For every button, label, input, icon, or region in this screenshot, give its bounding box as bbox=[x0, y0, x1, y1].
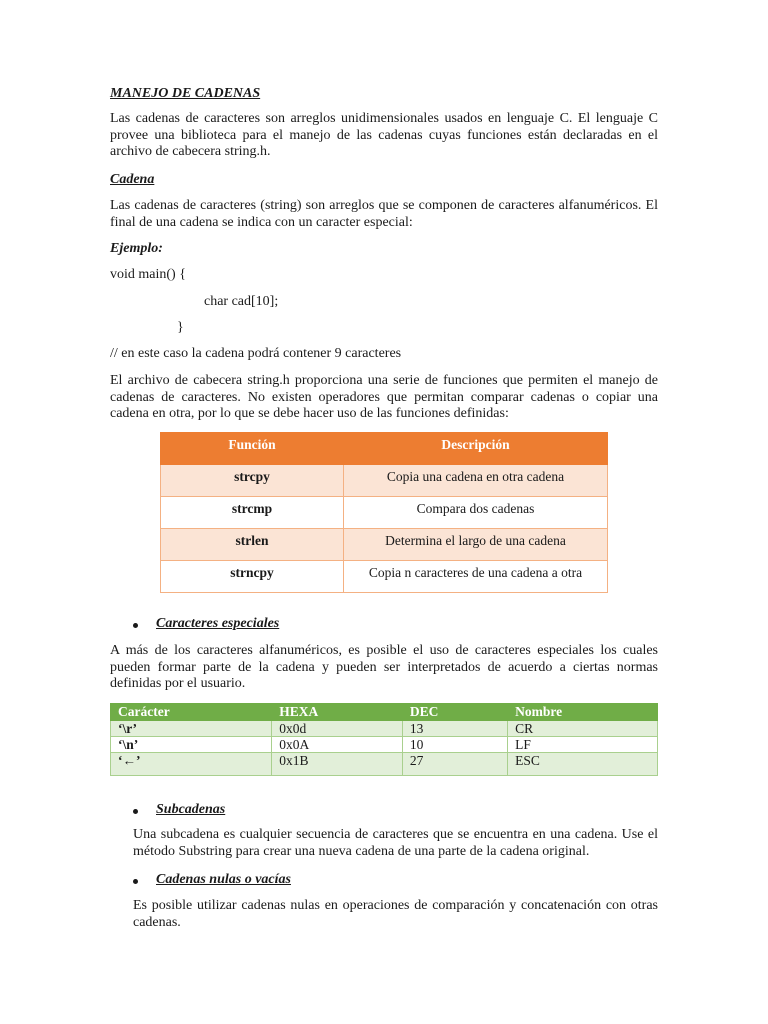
dec-cell: 10 bbox=[402, 737, 507, 753]
function-description: Compara dos cadenas bbox=[344, 497, 608, 529]
char-cell: ‘\r’ bbox=[111, 721, 272, 737]
page-title: MANEJO DE CADENAS bbox=[110, 86, 261, 101]
nulas-heading: Cadenas nulas o vacías bbox=[156, 872, 291, 887]
function-name: strlen bbox=[161, 529, 344, 561]
name-cell: LF bbox=[508, 737, 658, 753]
code-comment: // en este caso la cadena podrá contener 9 caracteres bbox=[110, 346, 402, 361]
function-description: Determina el largo de una cadena bbox=[344, 529, 608, 561]
functions-table bbox=[160, 432, 608, 593]
function-description: Copia una cadena en otra cadena bbox=[344, 465, 608, 497]
function-description: Copia n caracteres de una cadena a otra bbox=[344, 561, 608, 593]
cadena-heading: Cadena bbox=[110, 172, 155, 187]
code-line-1: void main() { bbox=[110, 267, 186, 282]
table-row bbox=[111, 721, 658, 737]
code-line-2: char cad[10]; bbox=[204, 294, 279, 309]
subcadenas-paragraph: Una subcadena es cualquier secuencia de caracteres que se encuentra en una cadena. Use el método Substring para crear una nueva cadena de una parte de la cadena original. bbox=[133, 827, 658, 859]
char-cell: ‘←’ bbox=[111, 753, 272, 776]
hex-cell: 0x0d bbox=[272, 721, 403, 737]
bullet-dot bbox=[133, 623, 138, 628]
chars-header-hex: HEXA bbox=[272, 704, 403, 721]
intro-paragraph: Las cadenas de caracteres son arreglos unidimensionales usados en lenguaje C. El lenguaje C provee una biblioteca para el manejo de las cadenas cuyas funciones están declaradas en el archivo de cabecera string.h. bbox=[110, 111, 658, 159]
chars-header-name: Nombre bbox=[508, 704, 658, 721]
char-cell: ‘\n’ bbox=[111, 737, 272, 753]
especiales-paragraph: A más de los caracteres alfanuméricos, es posible el uso de caracteres especiales los cuales pueden formar parte de la cadena y pueden ser interpretados de acuerdo a ciertas normas definidas por el usuario. bbox=[110, 643, 658, 691]
string-h-paragraph: El archivo de cabecera string.h proporciona una serie de funciones que permiten el manejo de cadenas de caracteres. No existen operadores que permitan comparar cadenas o copiar una cadena en otra, por lo que se debe hacer uso de las funciones definidas: bbox=[110, 373, 658, 421]
especiales-heading: Caracteres especiales bbox=[156, 616, 280, 631]
special-chars-table bbox=[110, 703, 658, 776]
hex-cell: 0x0A bbox=[272, 737, 403, 753]
table-row bbox=[161, 465, 608, 497]
subcadenas-heading: Subcadenas bbox=[156, 802, 226, 817]
name-cell: ESC bbox=[508, 753, 658, 776]
dec-cell: 27 bbox=[402, 753, 507, 776]
dec-cell: 13 bbox=[402, 721, 507, 737]
functions-header-function: Función bbox=[161, 433, 344, 465]
functions-header-description: Descripción bbox=[344, 433, 608, 465]
function-name: strcpy bbox=[161, 465, 344, 497]
table-row bbox=[161, 529, 608, 561]
function-name: strncpy bbox=[161, 561, 344, 593]
table-row bbox=[161, 561, 608, 593]
name-cell: CR bbox=[508, 721, 658, 737]
code-line-3: } bbox=[177, 320, 184, 335]
chars-header-char: Carácter bbox=[111, 704, 272, 721]
hex-cell: 0x1B bbox=[272, 753, 403, 776]
chars-header-dec: DEC bbox=[402, 704, 507, 721]
table-row bbox=[111, 737, 658, 753]
cadena-paragraph: Las cadenas de caracteres (string) son arreglos que se componen de caracteres alfanuméricos. El final de una cadena se indica con un caracter especial: bbox=[110, 198, 658, 230]
nulas-paragraph: Es posible utilizar cadenas nulas en operaciones de comparación y concatenación con otras cadenas. bbox=[133, 898, 658, 930]
table-row bbox=[111, 753, 658, 776]
table-row bbox=[161, 497, 608, 529]
function-name: strcmp bbox=[161, 497, 344, 529]
bullet-dot bbox=[133, 809, 138, 814]
bullet-dot bbox=[133, 879, 138, 884]
ejemplo-label: Ejemplo: bbox=[110, 241, 163, 256]
